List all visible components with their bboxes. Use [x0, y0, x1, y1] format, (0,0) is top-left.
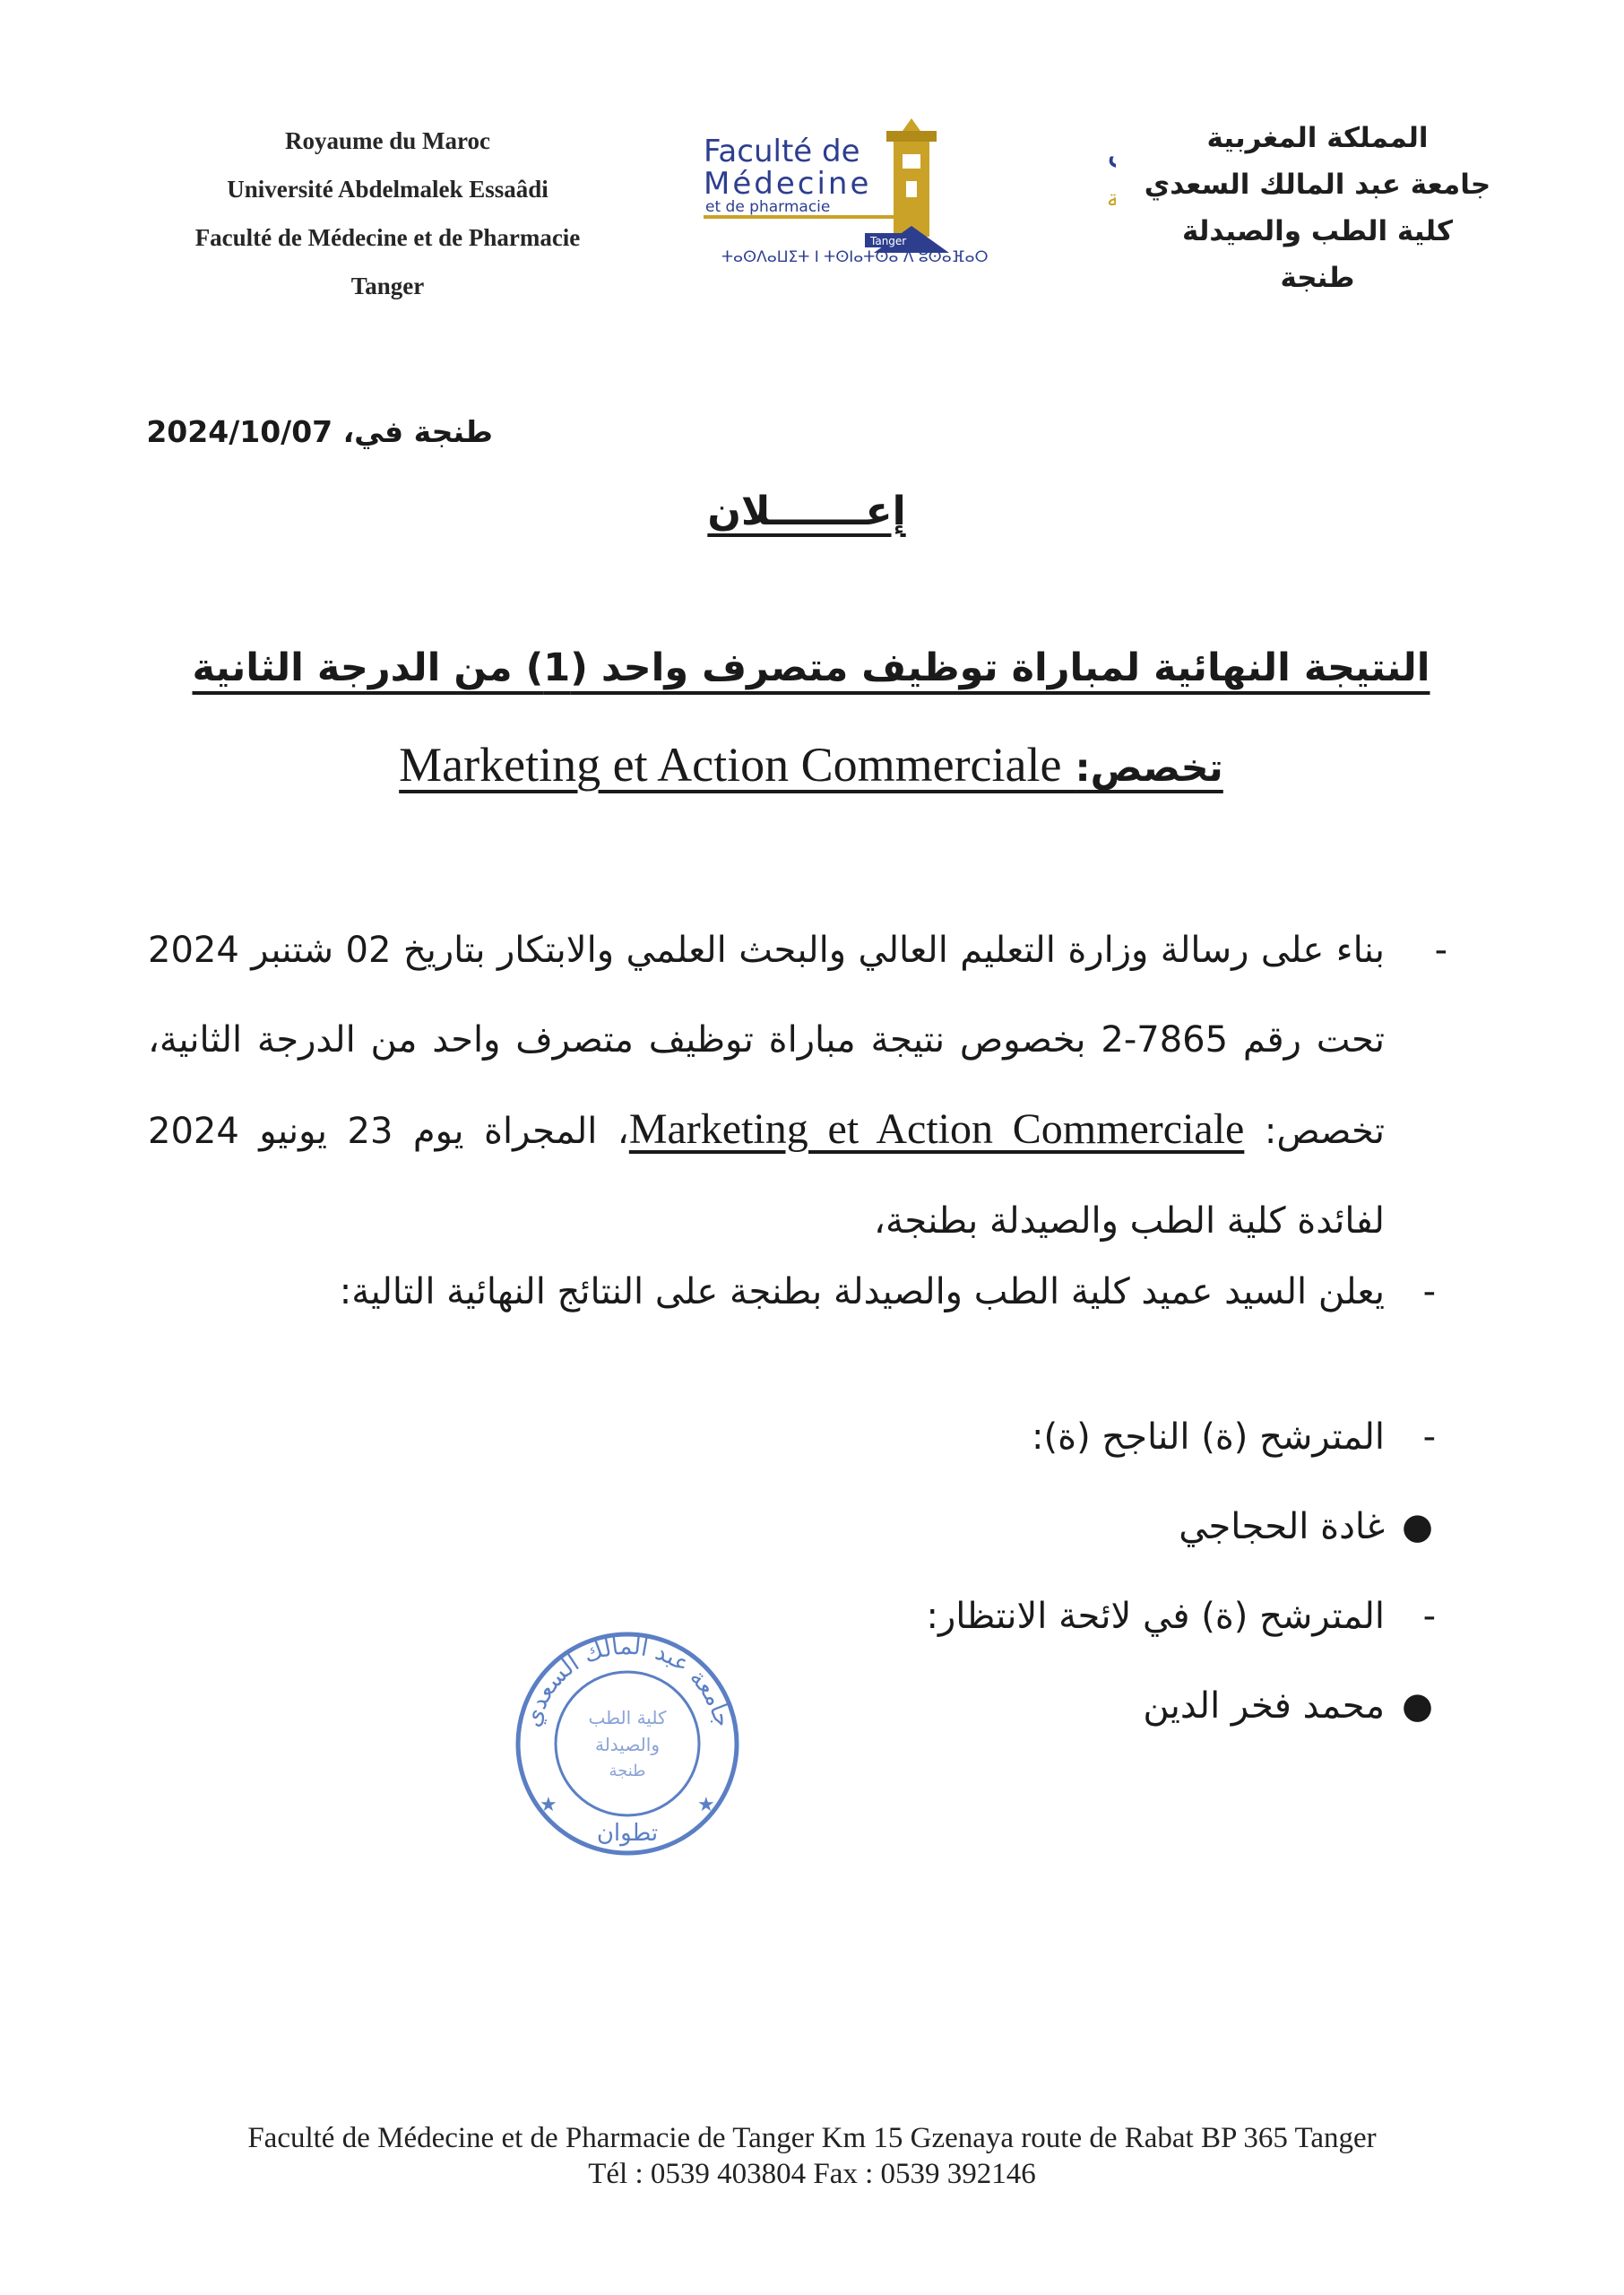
paragraph1-text-end: ، المجراة يوم 23 يونيو 2024 لفائدة كلية الطب والصيدلة بطنجة،	[148, 1111, 1385, 1242]
minaret-icon	[874, 118, 949, 253]
stamp-inner-line2: والصيدلة	[594, 1734, 661, 1755]
paragraph2-text: يعلن السيد عميد كلية الطب والصيدلة بطنجة على النتائج النهائية التالية:	[339, 1271, 1385, 1312]
header-fr-line-kingdom: Royaume du Maroc	[285, 127, 490, 154]
faculty-logo	[695, 118, 1116, 289]
bullet-dash-icon: -	[1422, 1596, 1436, 1637]
logo-city-badge: Tanger	[870, 235, 907, 247]
header-ar-line-faculty: كلية الطب والصيدلة	[1181, 215, 1454, 247]
stamp-bottom-text: تطوان	[596, 1820, 659, 1847]
successful-candidate: غادة الحجاجي	[1179, 1506, 1385, 1547]
paragraph-decision	[148, 905, 1447, 1266]
header-ar-line-kingdom: المملكة المغربية	[1206, 122, 1429, 154]
specialty-name: Marketing et Action Commerciale	[399, 738, 1062, 792]
header-ar-line-university: جامعة عبد المالك السعدي	[1144, 169, 1491, 201]
logo-ar-line2: ة	[1107, 186, 1116, 212]
footer-address: Faculté de Médecine et de Pharmacie de Tanger Km 15 Gzenaya route de Rabat BP 365 Tanger	[247, 2122, 1377, 2154]
header-fr-line-faculty: Faculté de Médecine et de Pharmacie	[194, 224, 581, 251]
logo-ar-line1	[1107, 133, 1116, 177]
stamp-inner-line3: طنجة	[609, 1762, 646, 1780]
stamp-outer-text: جامعة عبد المالك السعدي	[518, 1632, 737, 1730]
bullet-dash-icon: -	[1422, 1416, 1436, 1458]
stamp-star-icon: ★	[697, 1794, 715, 1816]
bullet-dash-icon: -	[1434, 930, 1447, 971]
faculty-logo-graphic	[695, 118, 1116, 289]
footer-contact: Tél : 0539 403804 Fax : 0539 392146	[588, 2158, 1036, 2190]
logo-tifinagh: ⵜⴰⵙⴷⴰⵡⵉⵜ ⵏ ⵜⵙⵏⴰⵜⵙⴰ ⴷ ⵓⵙⴰⴼⴰⵔ	[721, 248, 989, 266]
successful-label: المترشح (ة) الناجح (ة):	[1032, 1416, 1385, 1458]
header-fr-line-city: Tanger	[350, 273, 425, 299]
waiting-candidate: محمد فخر الدين	[1143, 1685, 1385, 1727]
stamp-star-icon: ★	[540, 1794, 557, 1816]
bullet-dash-icon: -	[1422, 1271, 1436, 1312]
header-fr-line-university: Université Abdelmalek Essaâdi	[227, 176, 549, 203]
logo-fr-line2: Médecine	[704, 166, 872, 202]
specialty-label: تخصص:	[1075, 746, 1223, 791]
header-arabic	[1120, 115, 1515, 301]
specialty-subhead	[269, 737, 1353, 792]
footer	[90, 2120, 1534, 2192]
waiting-label: المترشح (ة) في لائحة الانتظار:	[926, 1596, 1385, 1637]
logo-fr-line1: Faculté de	[704, 134, 860, 169]
stamp-seal-icon	[511, 1627, 744, 1860]
document-date: طنجة في، 2024/10/07	[146, 414, 493, 449]
header-french	[143, 117, 632, 310]
paragraph-results-intro	[340, 1271, 1385, 1312]
paragraph1-specialty: Marketing et Action Commerciale	[628, 1105, 1245, 1153]
bullet-dot-icon: ●	[1402, 1506, 1433, 1547]
paragraph1-text-start: بناء على رسالة وزارة التعليم العالي والبحث العلمي والابتكار بتاريخ 02 شتنبر 2024 تحت رقم 7865-2 بخصوص نتيجة مباراة توظيف متصرف واحد من الدرجة الثانية، تخصص:	[148, 930, 1386, 1152]
stamp-inner-line1: كلية الطب	[588, 1707, 667, 1728]
logo-fr-line3: et de pharmacie	[705, 198, 831, 216]
header-ar-line-city: طنجة	[1280, 262, 1355, 294]
official-stamp	[511, 1627, 744, 1860]
announcement-title: إعـــــــلان	[707, 489, 906, 534]
result-headline: النتيجة النهائية لمباراة توظيف متصرف واحد (1) من الدرجة الثانية	[192, 645, 1430, 690]
bullet-dot-icon: ●	[1402, 1685, 1433, 1727]
